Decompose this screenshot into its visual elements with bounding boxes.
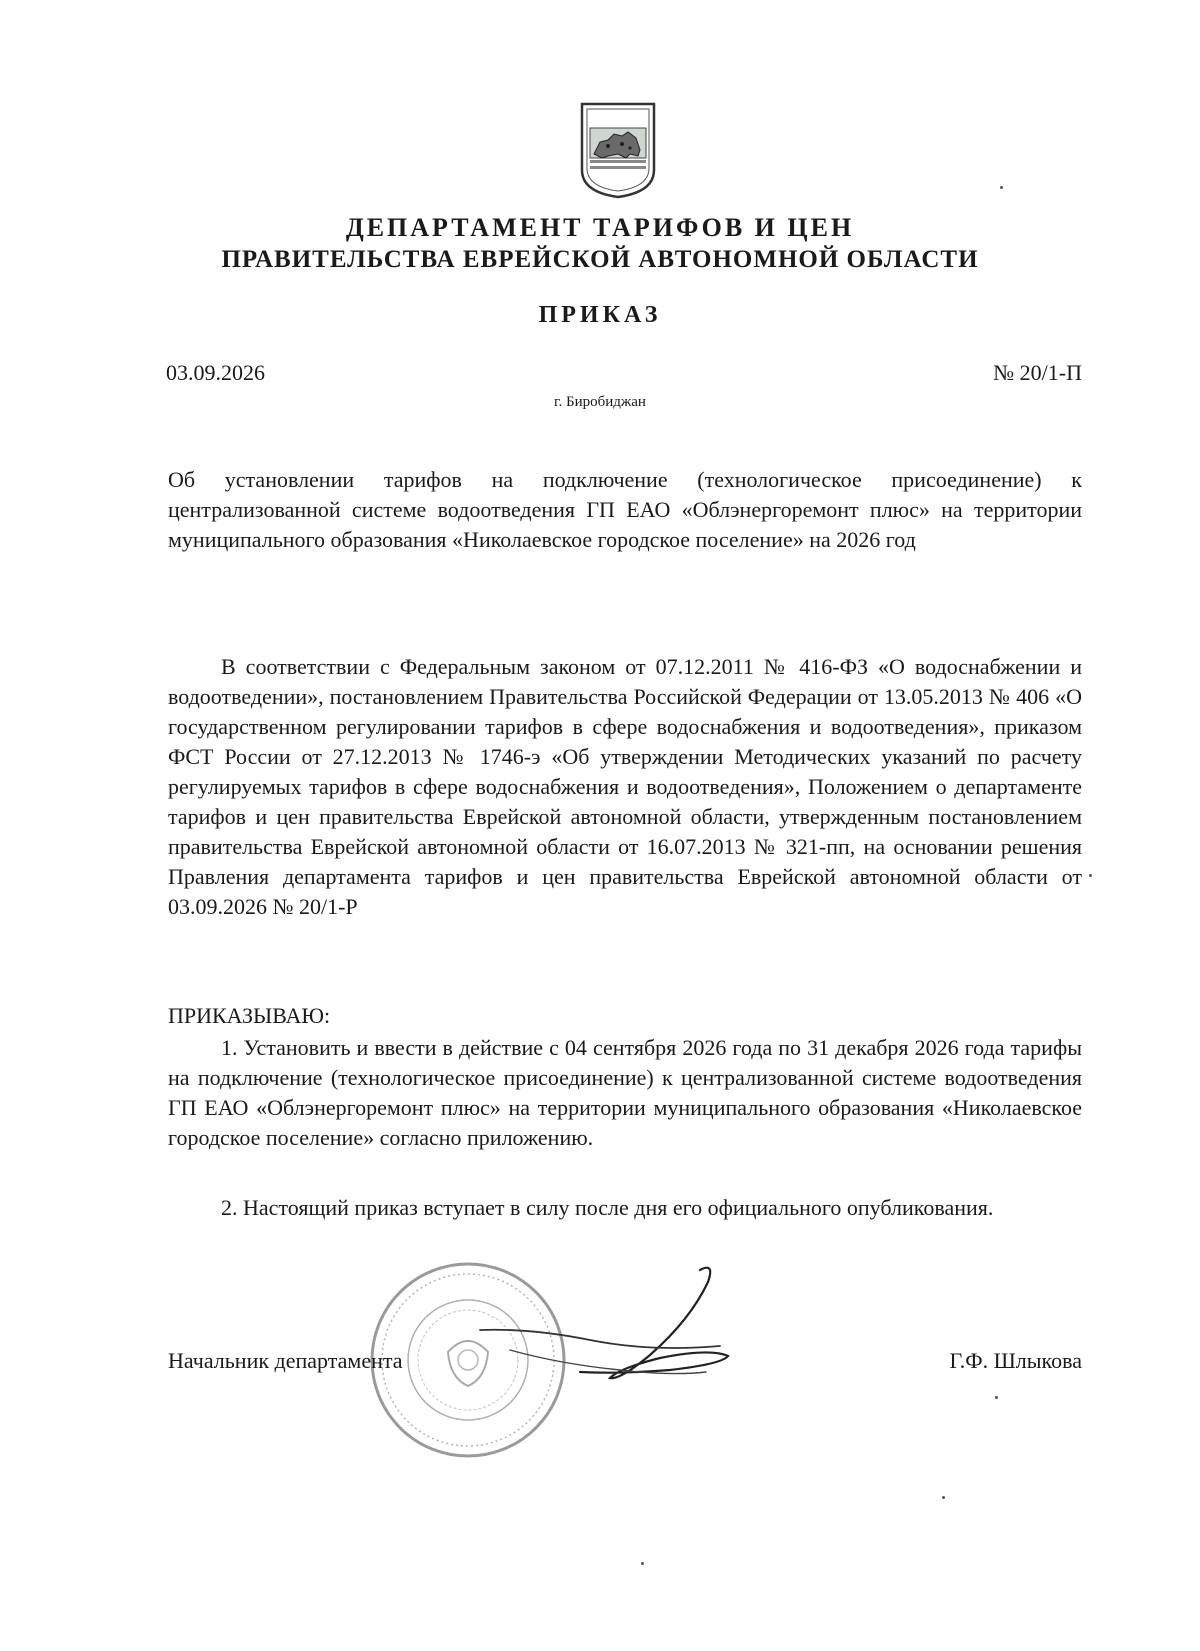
signatory-name: Г.Ф. Шлыкова [949, 1348, 1082, 1373]
document-city: г. Биробиджан [554, 394, 646, 410]
department-name-line1: ДЕПАРТАМЕНТ ТАРИФОВ И ЦЕН [345, 213, 855, 242]
document-type-title: ПРИКАЗ [538, 302, 662, 328]
signatory-title: Начальник департамента [168, 1348, 403, 1373]
coat-of-arms-emblem [578, 100, 658, 200]
scan-speck [995, 1396, 998, 1399]
department-name-line2: ПРАВИТЕЛЬСТВА ЕВРЕЙСКОЙ АВТОНОМНОЙ ОБЛАСТИ [221, 246, 979, 273]
preamble-paragraph: В соответствии с Федеральным законом от 07.12.2011 № 416-ФЗ «О водоснабжении и водоотведении», постановлением Правительства Российской Федерации от 13.05.2013 № 406 «О государственном регулировании тарифов в сфере водоснабжения и водоотведения», приказом ФСТ России от 27.12.2013 № 1746-э «Об утверждении Методических указаний по расчету регулируемых тарифов в сфере водоснабжения и водоотведения», Положением о департаменте тарифов и цен правительства Еврейской автономной области, утвержденным постановлением правительства Еврейской автономной области от 16.07.2013 № 321-пп, на основании решения Правления департамента тарифов и цен правительства Еврейской автономной области от 03.09.2026 № 20/1-Р [168, 654, 1082, 919]
order-item-1: 1. Установить и ввести в действие с 04 сентября 2026 года по 31 декабря 2026 года тарифы на подключение (технологическое присоединение) к централизованной системе водоотведения ГП ЕАО «Облэнергоремонт плюс» на территории муниципального образования «Николаевское городское поселение» согласно приложению. [168, 1035, 1082, 1150]
scan-speck [1000, 186, 1003, 189]
scan-speck [942, 1496, 945, 1499]
document-subject: Об установлении тарифов на подключение (технологическое присоединение) к централизованной системе водоотведения ГП ЕАО «Облэнергоремонт плюс» на территории муниципального образования «Николаевское городское поселение» на 2026 год [168, 467, 1082, 552]
order-word: ПРИКАЗЫВАЮ: [168, 1003, 331, 1028]
order-item-2: 2. Настоящий приказ вступает в силу после дня его официального опубликования. [221, 1195, 994, 1220]
document-date: 03.09.2026 [166, 360, 265, 385]
document-number: № 20/1-П [993, 360, 1082, 385]
scan-speck [1089, 874, 1092, 877]
handwritten-signature [470, 1260, 770, 1410]
scan-speck [641, 1562, 644, 1565]
